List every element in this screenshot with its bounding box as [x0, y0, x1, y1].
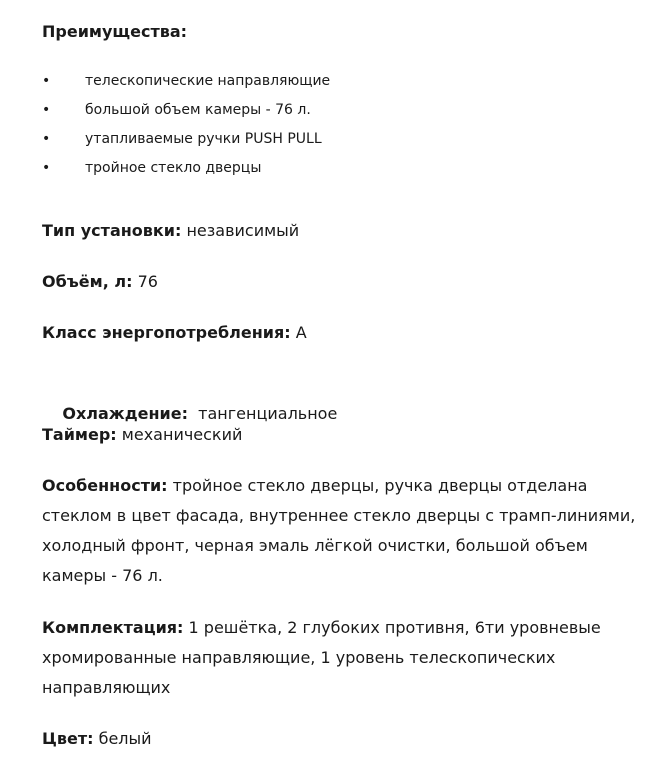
spec-color: [42, 724, 637, 754]
list-item-text: телескопические направляющие: [85, 73, 331, 89]
spec-label: Особенности:: [42, 476, 168, 495]
bullet-icon: •: [42, 73, 51, 89]
spec-timer: [42, 420, 637, 450]
list-item-text: утапливаемые ручки PUSH PULL: [85, 131, 322, 147]
spec-value: тангенциальное: [188, 404, 338, 423]
spec-label: Класс энергопотребления:: [42, 323, 291, 342]
spec-value: 1 решётка, 2 глубоких противня, 6ти уровневые хромированные направляющие, 1 уровень телескопических направляющих: [42, 618, 601, 697]
spec-value: 76: [132, 272, 158, 291]
advantages-heading: Преимущества:: [42, 22, 188, 41]
list-item-text: тройное стекло дверцы: [85, 160, 262, 176]
spec-installation-type: [42, 216, 637, 246]
spec-label: Цвет:: [42, 729, 94, 748]
spec-value: механический: [116, 425, 243, 444]
spec-value: белый: [93, 729, 152, 748]
bullet-icon: •: [42, 160, 51, 176]
spec-label: Охлаждение:: [62, 404, 188, 423]
list-item-text: большой объем камеры - 76 л.: [85, 102, 311, 118]
spec-energy-class: [42, 318, 637, 348]
spec-volume: [42, 267, 637, 297]
spec-value: тройное стекло дверцы, ручка дверцы отделана стеклом в цвет фасада, внутреннее стекло дверцы с трамп-линиями, холодный фронт, черная эмаль лёгкой очистки, большой объем камеры - 76 л.: [42, 476, 636, 585]
spec-label: Тип установки:: [42, 221, 182, 240]
bullet-icon: •: [42, 131, 51, 147]
spec-label: Объём, л:: [42, 272, 133, 291]
spec-label: Таймер:: [42, 425, 117, 444]
spec-features: [42, 471, 637, 591]
spec-value: независимый: [181, 221, 300, 240]
spec-label: Комплектация:: [42, 618, 184, 637]
spec-value: A: [290, 323, 307, 342]
spec-package-contents: [42, 613, 637, 703]
bullet-icon: •: [42, 102, 51, 118]
